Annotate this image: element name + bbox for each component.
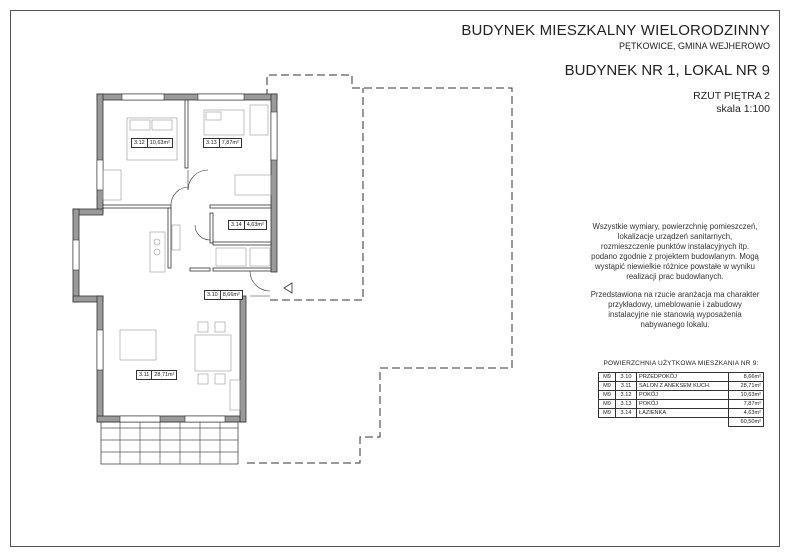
scale-label: skala 1:100: [716, 103, 770, 115]
building-title: BUDYNEK MIESZKALNY WIELORODZINNY: [461, 22, 770, 39]
floor-label: RZUT PIĘTRA 2: [693, 90, 770, 102]
notes: [590, 222, 760, 338]
room-number: 3.10: [207, 292, 218, 298]
area-table: [598, 360, 764, 427]
row-name: ŁAZIENKA: [637, 409, 729, 418]
room-number: 3.11: [139, 372, 150, 378]
row-level: M9: [599, 373, 616, 382]
row-area: 4,63m²: [729, 409, 764, 418]
row-level: M9: [599, 409, 616, 418]
room-label-3-14: [228, 220, 267, 230]
room-number: 3.13: [206, 140, 217, 146]
entrance-arrow-icon: [284, 283, 292, 293]
row-area: 10,63m²: [729, 391, 764, 400]
row-name: SALON Z ANEKSEM KUCH.: [637, 382, 729, 391]
row-name: POKÓJ: [637, 391, 729, 400]
row-level: M9: [599, 391, 616, 400]
row-level: M9: [599, 382, 616, 391]
table-row: [599, 400, 764, 409]
row-area: 7,87m²: [729, 400, 764, 409]
room-label-3-12: [131, 138, 173, 148]
unit-title: BUDYNEK NR 1, LOKAL NR 9: [564, 62, 770, 79]
note-arrangement: Przedstawiona na rzucie aranżacja ma charakter przykładowy, umeblowanie i zabudowy instalacyjne nie stanowią wyposażenia nabywanego lokalu.: [590, 290, 760, 329]
room-number: 3.12: [134, 140, 145, 146]
location-subtitle: PĘTKOWICE, GMINA WEJHEROWO: [618, 41, 770, 51]
row-area: 28,71m²: [729, 382, 764, 391]
row-number: 3.13: [616, 400, 637, 409]
row-number: 3.11: [616, 382, 637, 391]
table-total-row: [599, 418, 764, 427]
door-swings: [171, 170, 270, 296]
row-number: 3.10: [616, 373, 637, 382]
room-label-3-10: [204, 290, 243, 300]
room-area: 7,87m²: [219, 139, 241, 147]
row-level: M9: [599, 400, 616, 409]
note-dimensions: Wszystkie wymiary, powierzchnię pomieszczeń, lokalizacje urządzeń sanitarnych, rozmieszczenie punktów instalacyjnych itp. podano zgodnie z projektem budowlanym. Mogą wystąpić niewielkie różnice powstałe w wyniku realizacji prac budowlanych.: [591, 222, 759, 281]
total-area: 60,50m²: [729, 418, 764, 427]
row-name: POKÓJ: [637, 400, 729, 409]
row-name: PRZEDPOKÓJ: [637, 373, 729, 382]
room-area: 8,66m²: [220, 291, 242, 299]
table-row: [599, 409, 764, 418]
room-area: 10,63m²: [147, 139, 172, 147]
room-label-3-13: [203, 138, 242, 148]
interior-walls: [103, 100, 271, 271]
row-number: 3.14: [616, 409, 637, 418]
table-row: [599, 382, 764, 391]
room-area: 4,63m²: [244, 221, 266, 229]
area-table-grid: [598, 372, 764, 427]
table-row: [599, 391, 764, 400]
row-number: 3.12: [616, 391, 637, 400]
row-area: 8,66m²: [729, 373, 764, 382]
balcony: [101, 422, 238, 464]
room-area: 28,71m²: [151, 371, 176, 379]
neighbour-outline: [245, 75, 512, 463]
room-label-3-11: [136, 370, 177, 380]
room-number: 3.14: [231, 222, 242, 228]
area-table-caption: POWIERZCHNIA UŻYTKOWA MIESZKANIA NR 9:: [603, 360, 759, 367]
table-row: [599, 373, 764, 382]
